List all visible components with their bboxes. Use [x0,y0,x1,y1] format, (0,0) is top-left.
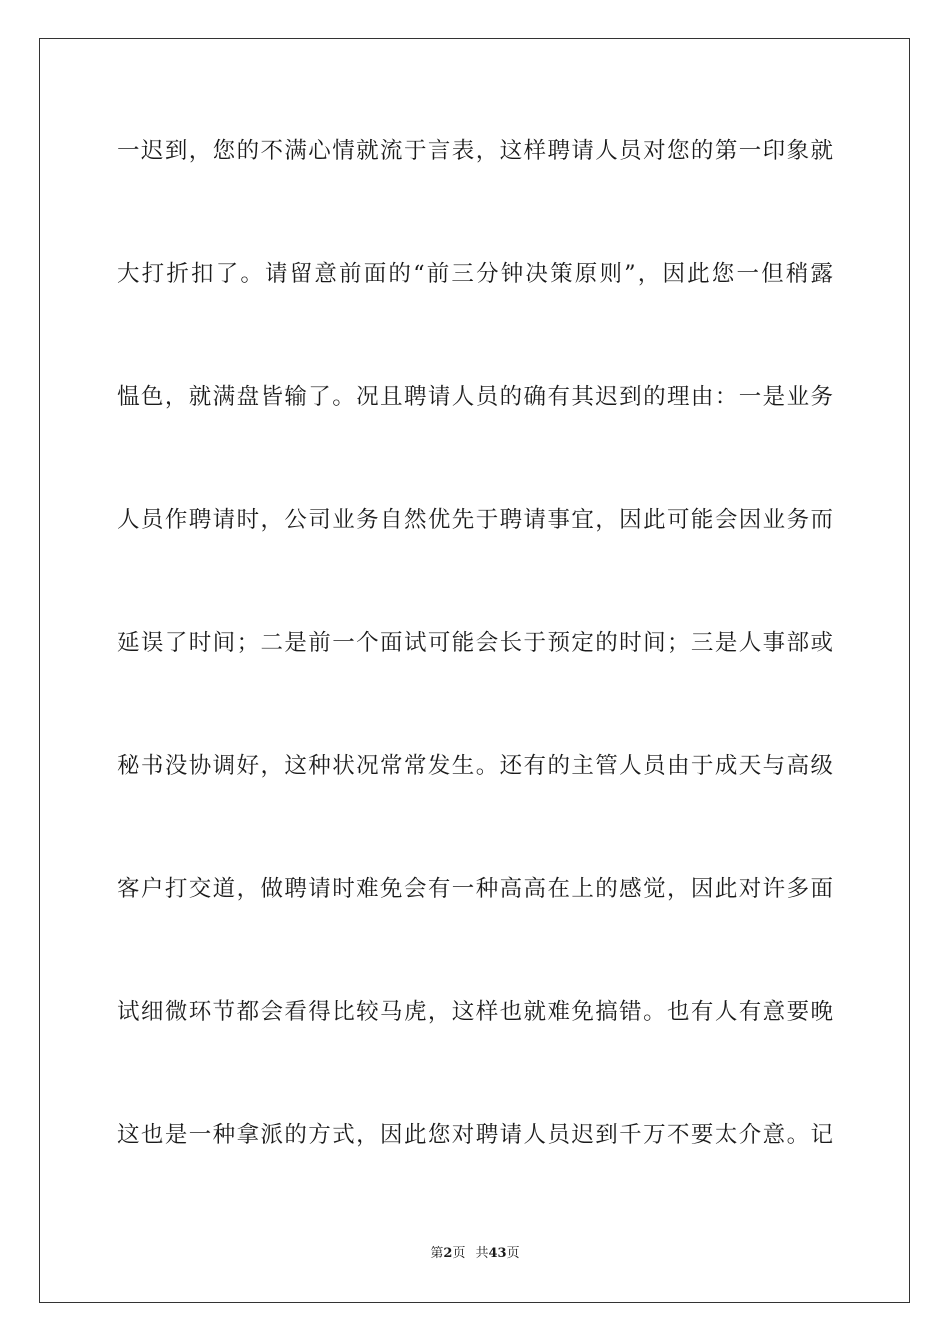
footer-total-prefix: 共 [475,1246,489,1261]
footer-page-number: 2 [443,1246,453,1261]
page-footer [0,1246,950,1262]
footer-page-prefix: 第 [430,1246,444,1261]
body-text-line-8: 试细微环节都会看得比较马虎，这样也就难免搞错。也有人有意要晚 [117,999,833,1025]
body-text-line-4: 人员作聘请时，公司业务自然优先于聘请事宜，因此可能会因业务而 [117,507,833,533]
body-text-line-2: 大打折扣了。请留意前面的“前三分钟决策原则”，因此您一但稍露 [117,261,833,287]
page-border [39,38,910,1303]
body-text-line-3: 愠色，就满盘皆输了。况且聘请人员的确有其迟到的理由：一是业务 [117,384,833,410]
footer-total-suffix: 页 [506,1246,520,1261]
body-text-line-1: 一迟到，您的不满心情就流于言表，这样聘请人员对您的第一印象就 [117,138,833,164]
footer-total-pages: 43 [488,1246,507,1261]
body-text-line-9: 这也是一种拿派的方式，因此您对聘请人员迟到千万不要太介意。记 [117,1122,833,1148]
body-text-line-5: 延误了时间；二是前一个面试可能会长于预定的时间；三是人事部或 [117,630,833,656]
footer-page-suffix: 页 [452,1246,466,1261]
body-text-line-6: 秘书没协调好，这种状况常常发生。还有的主管人员由于成天与高级 [117,753,833,779]
body-text-line-7: 客户打交道，做聘请时难免会有一种高高在上的感觉，因此对许多面 [117,876,833,902]
